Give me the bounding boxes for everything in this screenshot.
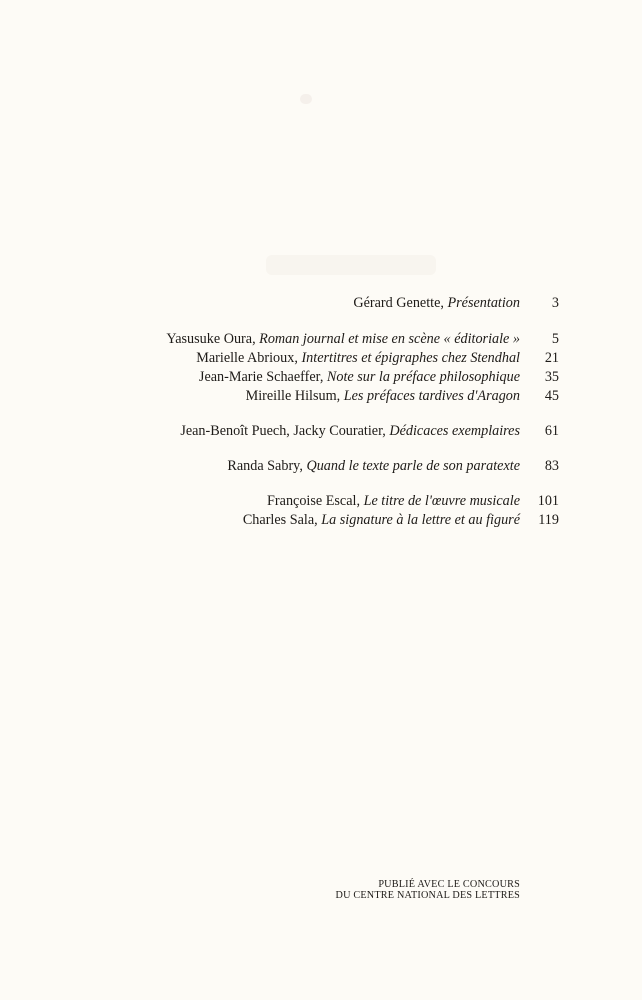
toc-author: Randa Sabry	[227, 458, 300, 474]
publication-notice-line: DU CENTRE NATIONAL DES LETTRES	[335, 890, 520, 901]
toc-page-number: 119	[538, 512, 559, 528]
toc-title: Présentation	[447, 295, 520, 311]
toc-entry	[0, 367, 642, 387]
toc-entry-text: Jean-Marie Schaeffer, Note sur la préface philosophique	[198, 369, 520, 385]
toc-page-number: 45	[544, 388, 559, 404]
toc-page-number: 61	[544, 423, 559, 439]
toc-title: La signature à la lettre et au figuré	[321, 512, 520, 528]
show-through-title	[266, 255, 436, 275]
toc-entry-text: Mireille Hilsum, Les préfaces tardives d'Aragon	[245, 388, 520, 404]
toc-title: Intertitres et épigraphes chez Stendhal	[301, 350, 520, 366]
toc-entry-text: Yasusuke Oura, Roman journal et mise en scène « éditoriale »	[166, 331, 520, 347]
toc-page-number: 21	[544, 350, 559, 366]
toc-entry	[0, 386, 642, 406]
toc-entry	[0, 293, 642, 313]
toc-title: Les préfaces tardives d'Aragon	[343, 388, 520, 404]
toc-entry	[0, 421, 642, 441]
toc-entry-text: Randa Sabry, Quand le texte parle de son paratexte	[227, 458, 520, 474]
toc-author: Charles Sala	[242, 512, 315, 528]
toc-page-number: 5	[551, 331, 559, 347]
toc-title: Roman journal et mise en scène « éditoriale »	[259, 331, 520, 347]
toc-entry-text: Gérard Genette, Présentation	[353, 295, 520, 311]
toc-title: Quand le texte parle de son paratexte	[306, 458, 520, 474]
toc-entry	[0, 456, 642, 476]
toc-author: Jean-Marie Schaeffer	[198, 369, 320, 385]
toc-entry	[0, 329, 642, 349]
toc-entry	[0, 491, 642, 511]
toc-entry-text: Jean-Benoît Puech, Jacky Couratier, Dédicaces exemplaires	[180, 423, 520, 439]
toc-page-number: 101	[537, 493, 559, 509]
publication-notice	[336, 879, 520, 901]
show-through-mark	[300, 94, 312, 104]
toc-title: Note sur la préface philosophique	[326, 369, 520, 385]
toc-entry	[0, 348, 642, 368]
toc-entry-text: Françoise Escal, Le titre de l'œuvre musicale	[267, 493, 520, 509]
toc-author: Marielle Abrioux	[196, 350, 295, 366]
toc-author: Yasusuke Oura	[166, 331, 253, 347]
toc-title: Dédicaces exemplaires	[389, 423, 520, 439]
toc-author: Mireille Hilsum	[245, 388, 337, 404]
toc-entry	[0, 510, 642, 530]
toc-author: Jean-Benoît Puech, Jacky Couratier	[180, 423, 383, 439]
toc-page-number: 35	[544, 369, 559, 385]
toc-entry-text: Marielle Abrioux, Intertitres et épigraphes chez Stendhal	[196, 350, 520, 366]
toc-author: Gérard Genette	[353, 295, 441, 311]
toc-title: Le titre de l'œuvre musicale	[363, 493, 520, 509]
toc-author: Françoise Escal	[267, 493, 357, 509]
publication-notice-line: PUBLIÉ AVEC LE CONCOURS	[378, 879, 520, 890]
toc-entry-text: Charles Sala, La signature à la lettre et au figuré	[242, 512, 520, 528]
toc-page-number: 3	[551, 295, 559, 311]
toc-page-number: 83	[544, 458, 559, 474]
